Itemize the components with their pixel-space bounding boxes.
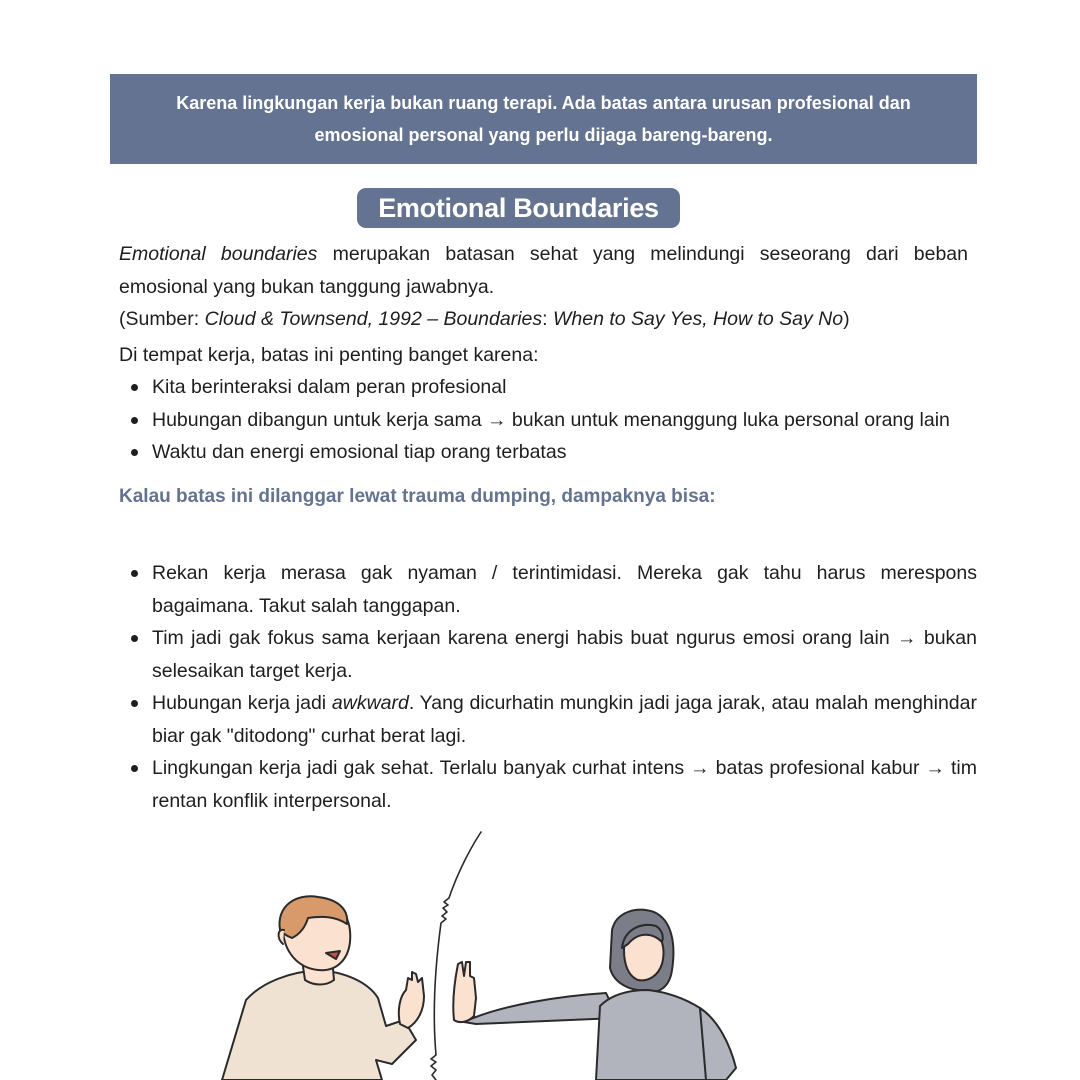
source-colon: : [542,308,548,330]
list-item: Hubungan dibangun untuk kerja sama → bukan untuk menanggung luka personal orang lain [119,404,968,437]
impact-text-pre: Hubungan kerja jadi [152,692,332,714]
source-citation [119,303,968,336]
list-item: Kita berinteraksi dalam peran profesional [119,371,968,404]
definition-term: Emotional boundaries [119,243,318,265]
woman-arm [464,993,618,1024]
list-item: Waktu dan energi emosional tiap orang terbatas [119,436,968,469]
woman-figure [453,910,736,1080]
source-title: Cloud & Townsend, 1992 – Boundaries [204,308,543,330]
woman-right-arm [700,1008,736,1080]
man-ear [279,930,284,944]
woman-body [596,990,708,1080]
definition-paragraph [119,238,968,303]
boundary-line [431,832,481,1080]
impact-heading: Kalau batas ini dilanggar lewat trauma dumping, dampaknya bisa: [119,485,716,507]
source-subtitle: When to Say Yes, How to Say No [547,308,844,330]
banner-line-1: Karena lingkungan kerja bukan ruang terapi. Ada batas antara urusan profesional dan [176,93,911,113]
definition-text: merupakan batasan sehat yang melindungi seseorang dari beban emosional yang bukan tanggung jawabnya. [119,243,968,298]
workplace-lead: Di tempat kerja, batas ini penting banget karena: [119,343,539,366]
list-item [119,687,977,752]
source-suffix: ) [843,308,850,330]
boundary-illustration [0,820,1080,1080]
impact-list [119,557,977,817]
list-item: Lingkungan kerja jadi gak sehat. Terlalu banyak curhat intens → batas profesional kabur → tim rentan konflik interpersonal. [119,752,977,817]
section-title: Emotional Boundaries [357,188,680,228]
woman-hand [453,962,476,1022]
intro-banner [110,74,977,164]
man-body [222,970,416,1080]
workplace-list [119,371,968,469]
list-item: Tim jadi gak fokus sama kerjaan karena energi habis buat ngurus emosi orang lain → bukan selesaikan target kerja. [119,622,977,687]
list-item: Rekan kerja merasa gak nyaman / terintimidasi. Mereka gak tahu harus merespons bagaimana. Takut salah tanggapan. [119,557,977,622]
man-figure [222,896,424,1080]
banner-line-2: emosional personal yang perlu dijaga bareng-bareng. [314,125,773,145]
intro-section [119,238,968,513]
man-hand [399,972,424,1028]
impact-section [119,557,977,817]
impact-text-post: . Yang dicurhatin mungkin jadi jaga jarak, atau malah menghindar biar gak "ditodong" curhat berat lagi. [152,692,977,747]
source-prefix: (Sumber: [119,308,205,330]
impact-text-italic: awkward [331,692,409,714]
